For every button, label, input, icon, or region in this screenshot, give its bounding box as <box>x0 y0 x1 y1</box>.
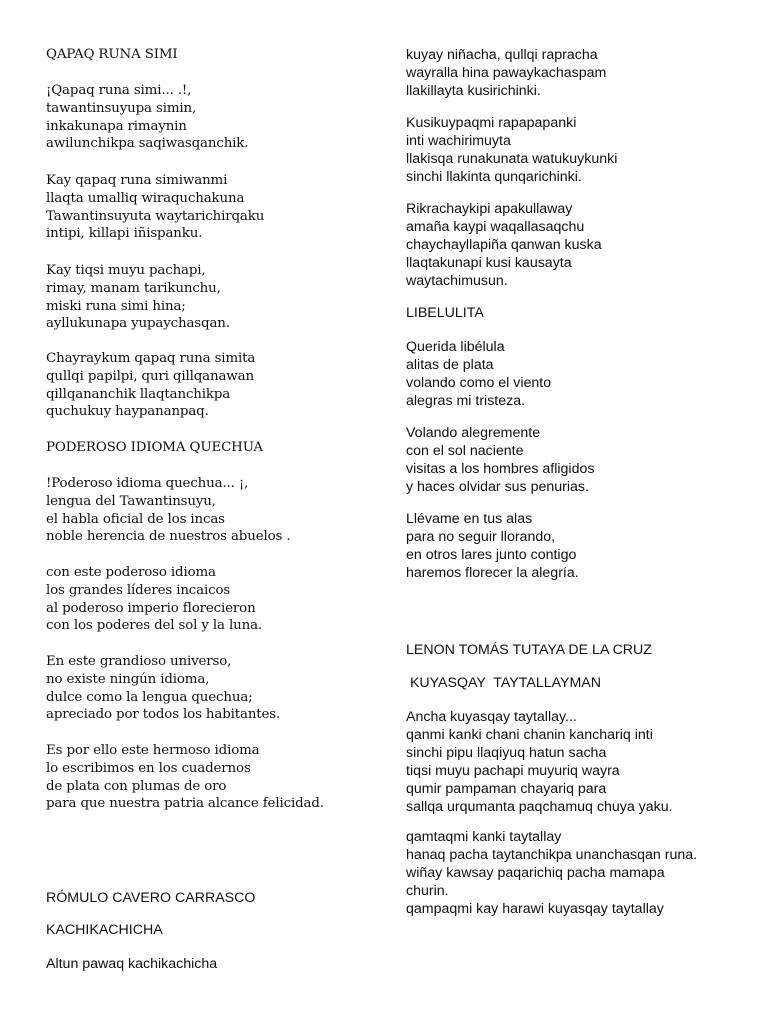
poem-title-poderoso-idioma <box>46 439 263 457</box>
poem-line: lo escribimos en los cuadernos <box>46 760 251 776</box>
poem-line: Kay tiqsi muyu pachapi, <box>46 263 206 278</box>
poem-line: chaychayllapiña qanwan kuska <box>406 237 602 253</box>
poem-line: haremos florecer la alegría. <box>406 565 579 581</box>
poem-line: ayllukunapa yupaychasqan. <box>46 316 230 332</box>
author-lenon-tutaya <box>406 641 652 659</box>
poem-line: qullqi papilpi, quri qillqanawan <box>46 368 254 384</box>
poem-line: lengua del Tawantinsuyu, <box>46 493 216 509</box>
poem-title-libelulita <box>406 304 484 322</box>
stanza <box>406 338 551 410</box>
poem-line: sallqa urqumanta paqchamuq chuya yaku. <box>406 799 673 815</box>
poem-line: con los poderes del sol y la luna. <box>46 618 263 634</box>
title-line: QAPAQ RUNA SIMI <box>46 47 178 62</box>
poem-line: ¡Qapaq runa simi... .!, <box>46 83 192 98</box>
stanza <box>46 172 264 243</box>
poem-line: churin. <box>406 883 449 899</box>
poem-line: wiñay kawsay paqarichiq pacha mamapa <box>406 865 665 881</box>
poem-line: amaña kaypi waqallasaqchu <box>406 219 585 235</box>
poem-line: Tawantinsuyuta waytarichirqaku <box>46 208 265 224</box>
poem-line: Es por ello este hermoso idioma <box>46 743 260 758</box>
title-line: KACHIKACHICHA <box>46 922 163 938</box>
stanza <box>406 114 617 186</box>
poem-line: con el sol naciente <box>406 443 524 459</box>
poem-line: intipi, killapi iñispanku. <box>46 226 203 242</box>
stanza <box>406 828 697 918</box>
poem-line: Llévame en tus alas <box>406 511 533 527</box>
poem-line: qamtaqmi kanki taytallay <box>406 829 562 845</box>
stanza <box>406 708 673 816</box>
stanza <box>46 262 230 333</box>
poem-line: el habla oficial de los incas <box>46 511 225 527</box>
poem-line: y haces olvidar sus penurias. <box>406 479 589 495</box>
stanza <box>46 653 280 724</box>
poem-line: qumir pampaman chayariq para <box>406 781 607 797</box>
stanza <box>46 350 255 421</box>
poem-line: Kusikuypaqmi rapapapanki <box>406 115 577 131</box>
poem-line: Querida libélula <box>406 339 505 355</box>
poem-line: Volando alegremente <box>406 425 541 441</box>
author-romulo-cavero <box>46 889 255 907</box>
poem-line: qillqananchik llaqtanchikpa <box>46 386 231 402</box>
author-line: LENON TOMÁS TUTAYA DE LA CRUZ <box>406 642 652 658</box>
poem-line: en otros lares junto contigo <box>406 547 577 563</box>
poem-line: awilunchikpa saqiwasqanchik. <box>46 136 249 152</box>
poem-line: qampaqmi kay harawi kuyasqay taytallay <box>406 901 664 917</box>
poem-line: volando como el viento <box>406 375 552 391</box>
stanza <box>46 82 248 153</box>
poem-line: qanmi kanki chani chanin kanchariq inti <box>406 727 653 743</box>
poem-line: kuyay niñacha, qullqi rapracha <box>406 47 598 63</box>
stanza <box>46 742 324 813</box>
poem-line: apreciado por todos los habitantes. <box>46 707 281 723</box>
poem-line: sinchi llakinta qunqarichinki. <box>406 169 582 185</box>
poem-line: noble herencia de nuestros abuelos . <box>46 529 291 545</box>
poem-line: para que nuestra patria alcance felicidad. <box>46 796 324 812</box>
poem-line: waytachimusun. <box>406 273 508 289</box>
poem-title-kachikachicha <box>46 921 163 939</box>
poem-title-kuyasqay-taytallayman <box>406 674 601 692</box>
stanza <box>406 200 602 290</box>
poem-line: rimay, manam tarikunchu, <box>46 280 221 296</box>
poem-line: los grandes líderes incaicos <box>46 582 231 598</box>
poem-line: sinchi pipu llaqiyuq hatun sacha <box>406 745 607 761</box>
poem-line: wayralla hina pawaykachaspam <box>406 65 607 81</box>
title-line: KUYASQAY TAYTALLAYMAN <box>406 675 602 691</box>
poem-line: tawantinsuyupa simin, <box>46 100 197 116</box>
poem-line: Ancha kuyasqay taytallay... <box>406 709 577 725</box>
poem-line: Kay qapaq runa simiwanmi <box>46 173 228 188</box>
poem-line: de plata con plumas de oro <box>46 778 227 794</box>
poem-line: miski runa simi hina; <box>46 298 186 314</box>
poem-line: quchukuy haypananpaq. <box>46 404 209 420</box>
poem-line: alegras mi tristeza. <box>406 393 526 409</box>
poem-line: Rikrachaykipi apakullaway <box>406 201 573 217</box>
stanza <box>406 46 606 100</box>
stanza <box>46 475 290 546</box>
stanza <box>46 564 262 635</box>
poem-line: !Poderoso idioma quechua... ¡, <box>46 476 249 491</box>
poem-first-line <box>46 955 217 973</box>
title-line: LIBELULITA <box>406 305 484 321</box>
poem-line: Chayraykum qapaq runa simita <box>46 351 256 366</box>
poem-line: no existe ningún idioma, <box>46 671 210 687</box>
title-line: PODEROSO IDIOMA QUECHUA <box>46 440 263 455</box>
poem-line: llakisqa runakunata watukuykunki <box>406 151 618 167</box>
poem-line: tiqsi muyu pachapi muyuriq wayra <box>406 763 620 779</box>
poem-line: hanaq pacha taytanchikpa unanchasqan runa. <box>406 847 698 863</box>
poem-line: para no seguir llorando, <box>406 529 556 545</box>
poem-line: llaqtakunapi kusi kausayta <box>406 255 572 271</box>
text-line: Altun pawaq kachikachicha <box>46 956 218 972</box>
author-line: RÓMULO CAVERO CARRASCO <box>46 890 256 906</box>
poem-line: visitas a los hombres afligidos <box>406 461 595 477</box>
poem-line: inkakunapa rimaynin <box>46 118 187 134</box>
stanza <box>406 510 579 582</box>
poem-line: al poderoso imperio florecieron <box>46 600 256 616</box>
poem-line: En este grandioso universo, <box>46 654 232 669</box>
poem-title-qapaq-runa-simi <box>46 46 178 64</box>
poem-line: llakillayta kusirichinki. <box>406 83 541 99</box>
poem-line: inti wachirimuyta <box>406 133 511 149</box>
poem-line: alitas de plata <box>406 357 494 373</box>
poem-line: con este poderoso idioma <box>46 565 216 580</box>
stanza <box>406 424 594 496</box>
poem-line: dulce como la lengua quechua; <box>46 689 253 705</box>
poem-line: llaqta umalliq wiraquchakuna <box>46 190 245 206</box>
